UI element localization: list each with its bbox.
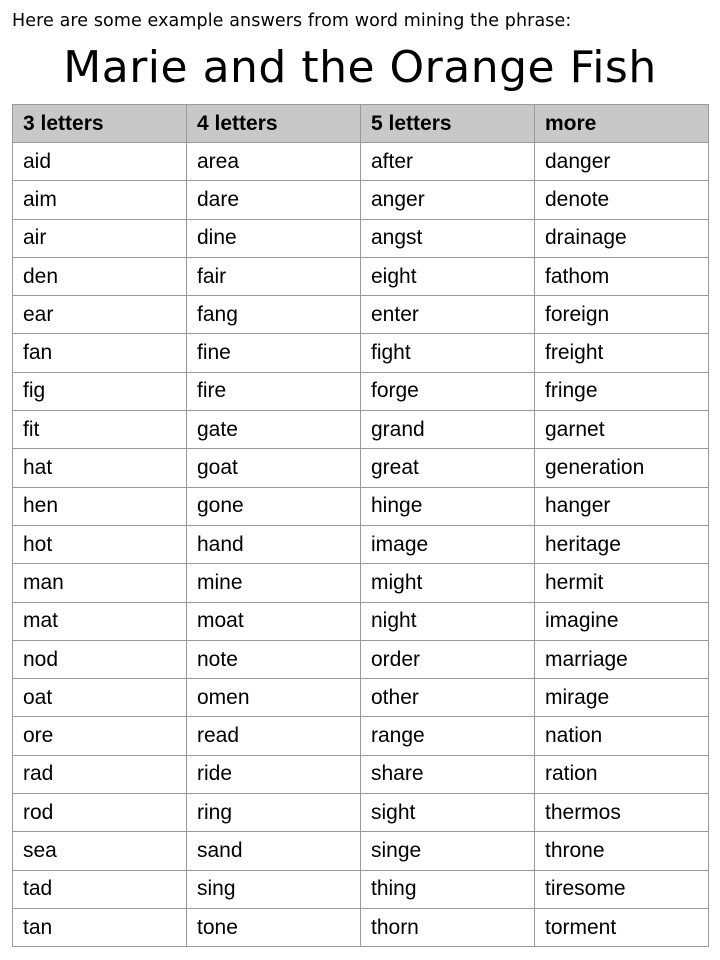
word-cell: man	[13, 564, 187, 602]
word-cell: sight	[361, 794, 535, 832]
word-cell: range	[361, 717, 535, 755]
word-cell: foreign	[535, 296, 709, 334]
word-cell: rod	[13, 794, 187, 832]
word-cell: forge	[361, 372, 535, 410]
word-cell: moat	[187, 602, 361, 640]
page-title: Marie and the Orange Fish	[63, 42, 657, 93]
word-cell: goat	[187, 449, 361, 487]
word-cell: freight	[535, 334, 709, 372]
word-cell: fathom	[535, 257, 709, 295]
table-row	[13, 372, 709, 410]
column-header-more: more	[535, 105, 709, 143]
word-cell: thermos	[535, 794, 709, 832]
word-cell: dine	[187, 219, 361, 257]
word-cell: mine	[187, 564, 361, 602]
table-row	[13, 411, 709, 449]
word-cell: denote	[535, 181, 709, 219]
table-row	[13, 525, 709, 563]
table-row	[13, 794, 709, 832]
word-cell: ear	[13, 296, 187, 334]
word-cell: aid	[13, 143, 187, 181]
word-cell: ride	[187, 755, 361, 793]
word-cell: gate	[187, 411, 361, 449]
word-cell: ring	[187, 794, 361, 832]
word-cell: might	[361, 564, 535, 602]
word-cell: fair	[187, 257, 361, 295]
word-cell: gone	[187, 487, 361, 525]
word-cell: hinge	[361, 487, 535, 525]
word-cell: drainage	[535, 219, 709, 257]
table-row	[13, 870, 709, 908]
word-cell: after	[361, 143, 535, 181]
word-cell: thing	[361, 870, 535, 908]
word-cell: hat	[13, 449, 187, 487]
word-cell: air	[13, 219, 187, 257]
table-row	[13, 717, 709, 755]
intro-text: Here are some example answers from word mining the phrase:	[12, 11, 572, 31]
word-cell: fit	[13, 411, 187, 449]
word-cell: singe	[361, 832, 535, 870]
word-cell: nod	[13, 640, 187, 678]
table-row	[13, 219, 709, 257]
word-cell: ration	[535, 755, 709, 793]
word-cell: share	[361, 755, 535, 793]
word-cell: hand	[187, 525, 361, 563]
word-cell: fine	[187, 334, 361, 372]
word-cell: garnet	[535, 411, 709, 449]
table-row	[13, 334, 709, 372]
word-cell: other	[361, 679, 535, 717]
table-row	[13, 908, 709, 946]
word-cell: fang	[187, 296, 361, 334]
column-header-4-letters: 4 letters	[187, 105, 361, 143]
table-row	[13, 755, 709, 793]
word-cell: generation	[535, 449, 709, 487]
word-cell: omen	[187, 679, 361, 717]
word-cell: area	[187, 143, 361, 181]
word-cell: sing	[187, 870, 361, 908]
word-cell: dare	[187, 181, 361, 219]
word-cell: den	[13, 257, 187, 295]
word-cell: read	[187, 717, 361, 755]
table-body	[13, 143, 709, 947]
table-row	[13, 602, 709, 640]
word-cell: angst	[361, 219, 535, 257]
table-row	[13, 449, 709, 487]
word-cell: ore	[13, 717, 187, 755]
word-cell: throne	[535, 832, 709, 870]
table-row	[13, 257, 709, 295]
word-cell: heritage	[535, 525, 709, 563]
word-cell: image	[361, 525, 535, 563]
word-cell: torment	[535, 908, 709, 946]
table-row	[13, 487, 709, 525]
column-header-3-letters: 3 letters	[13, 105, 187, 143]
table-row	[13, 181, 709, 219]
word-cell: sea	[13, 832, 187, 870]
word-cell: oat	[13, 679, 187, 717]
word-cell: fight	[361, 334, 535, 372]
word-cell: mat	[13, 602, 187, 640]
table-row	[13, 679, 709, 717]
word-cell: tone	[187, 908, 361, 946]
table-row	[13, 640, 709, 678]
word-cell: tiresome	[535, 870, 709, 908]
word-cell: hanger	[535, 487, 709, 525]
header-row	[13, 105, 709, 143]
word-cell: enter	[361, 296, 535, 334]
word-cell: hen	[13, 487, 187, 525]
table-row	[13, 143, 709, 181]
word-cell: fire	[187, 372, 361, 410]
word-cell: fringe	[535, 372, 709, 410]
word-cell: mirage	[535, 679, 709, 717]
word-cell: eight	[361, 257, 535, 295]
word-cell: nation	[535, 717, 709, 755]
column-header-5-letters: 5 letters	[361, 105, 535, 143]
word-cell: danger	[535, 143, 709, 181]
word-cell: hermit	[535, 564, 709, 602]
word-cell: tan	[13, 908, 187, 946]
word-cell: thorn	[361, 908, 535, 946]
word-cell: fig	[13, 372, 187, 410]
word-cell: grand	[361, 411, 535, 449]
word-cell: marriage	[535, 640, 709, 678]
table-row	[13, 564, 709, 602]
word-cell: tad	[13, 870, 187, 908]
word-table	[12, 104, 709, 947]
word-cell: imagine	[535, 602, 709, 640]
word-cell: rad	[13, 755, 187, 793]
table-header	[13, 105, 709, 143]
word-cell: great	[361, 449, 535, 487]
word-cell: night	[361, 602, 535, 640]
table-row	[13, 296, 709, 334]
word-cell: fan	[13, 334, 187, 372]
word-cell: note	[187, 640, 361, 678]
word-cell: hot	[13, 525, 187, 563]
word-cell: aim	[13, 181, 187, 219]
word-cell: sand	[187, 832, 361, 870]
word-cell: order	[361, 640, 535, 678]
table-row	[13, 832, 709, 870]
word-cell: anger	[361, 181, 535, 219]
